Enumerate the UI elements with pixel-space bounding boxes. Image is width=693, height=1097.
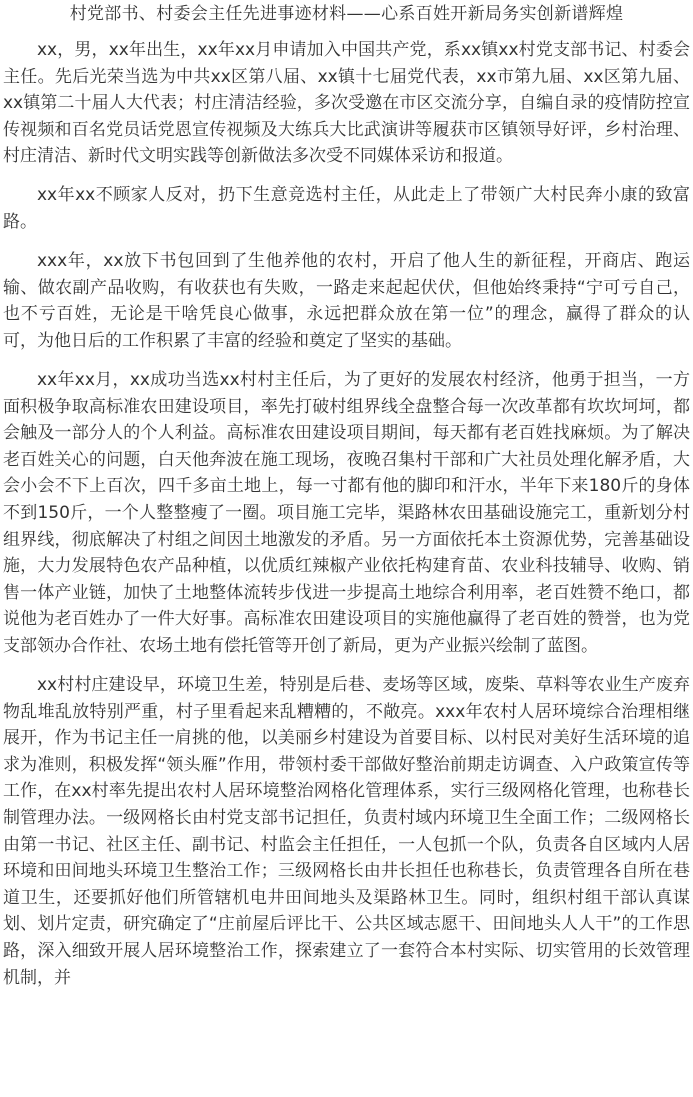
- document-title: 村党部书、村委会主任先进事迹材料——心系百姓开新局务实创新谱辉煌: [69, 4, 624, 24]
- paragraph-4: xx年xx月，xx成功当选xx村村主任后，为了更好的发展农村经济，他勇于担当，一方面积极争取高标准农田建设项目，率先打破村组界线全盘整合每一次改革都有坎坎坷坷，都会触及一部分人的个人利益。高标准农田建设项目期间，每天都有老百姓找麻烦。为了解决老百姓关心的问题，白天他奔波在施工现场，夜晚召集村干部和广大社员处理化解矛盾，大会小会不下上百次，四千多亩土地上，每一寸都有他的脚印和汗水，半年下来180斤的身体不到150斤，一个人整整瘦了一圈。项目施工完毕，渠路林农田基础设施完工，重新划分村组界线，彻底解决了村组之间因土地激发的矛盾。另一方面依托本土资源优势，完善基础设施，大力发展特色农产品种植，以优质红辣椒产业依托构建育苗、农业科技辅导、收购、销售一体产业链，加快了土地整体流转步伐进一步提高土地综合利用率，老百姓赞不绝口，都说他为老百姓办了一件大好事。高标准农田建设项目的实施他赢得了老百姓的赞誉，也为党支部领办合作社、农场土地有偿托管等开创了新局，更为产业振兴绘制了蓝图。: [3, 370, 690, 656]
- paragraph-2: xx年xx不顾家人反对，扔下生意竞选村主任，从此走上了带领广大村民奔小康的致富路。: [3, 185, 690, 233]
- paragraph-3: xxx年，xx放下书包回到了生他养他的农村，开启了他人生的新征程，开商店、跑运输、做农副产品收购，有收获也有失败，一路走来起起伏伏，但他始终秉持“宁可亏自己，也不亏百姓，无论是干啥凭良心做事，永远把群众放在第一位”的理念，赢得了群众的认可，为他日后的工作积累了丰富的经验和奠定了坚实的基础。: [3, 251, 690, 351]
- paragraph-1: xx，男，xx年出生，xx年xx月申请加入中国共产党，系xx镇xx村党支部书记、村委会主任。先后光荣当选为中共xx区第八届、xx镇十七届党代表，xx市第九届、xx区第九届、xx镇第二十届人大代表；村庄清洁经验，多次受邀在市区交流分享，自编自录的疫情防控宣传视频和百名党员话党恩宣传视频及大练兵大比武演讲等履获市区镇领导好评，乡村治理、村庄清洁、新时代文明实践等创新做法多次受不同媒体采访和报道。: [3, 40, 690, 167]
- paragraph-5: xx村村庄建设早，环境卫生差，特别是后巷、麦场等区域，废柴、草料等农业生产废弃物乱堆乱放特别严重，村子里看起来乱糟糟的，不敞亮。xxx年农村人居环境综合治理相继展开，作为书记主任一肩挑的他，以美丽乡村建设为首要目标、以村民对美好生活环境的追求为准则，积极发挥“领头雁”作用，带领村委干部做好整治前期走访调查、入户政策宣传等工作，在xx村率先提出农村人居环境整治网格化管理体系，实行三级网格化管理，也称巷长制管理办法。一级网格长由村党支部书记担任，负责村域内环境卫生全面工作；二级网格长由第一书记、社区主任、副书记、村监会主任担任，一人包抓一个队，负责各自区域内人居环境和田间地头环境卫生整治工作；三级网格长由井长担任也称巷长，负责管理各自所在巷道卫生，还要抓好他们所管辖机电井田间地头及渠路林卫生。同时，组织村组干部认真谋划、划片定责，研究确定了“庄前屋后评比干、公共区域志愿干、田间地头人人干”的工作思路，深入细致开展人居环境整治工作，探索建立了一套符合本村实际、切实管用的长效管理机制，并: [3, 675, 690, 988]
